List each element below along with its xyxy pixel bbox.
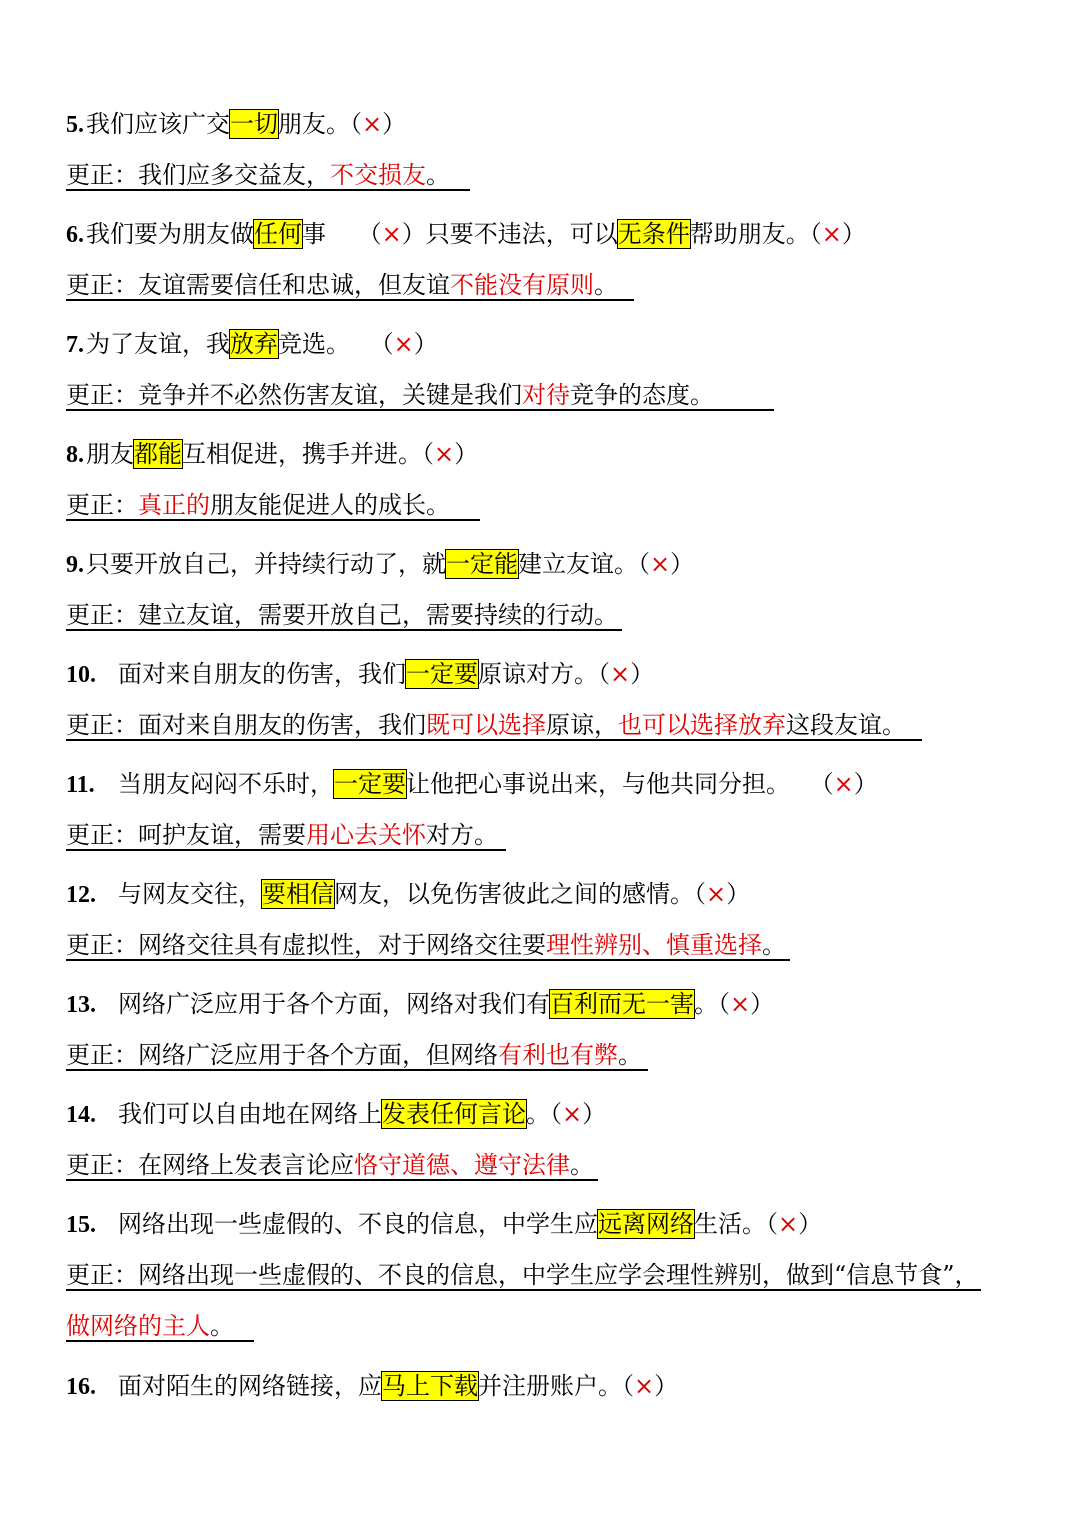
- item-number: 15.: [66, 1212, 96, 1238]
- text-segment: 更正：网络出现一些虚假的、不良的信息，中学生应学会理性辨别，做到“信息节食”，: [66, 1261, 979, 1289]
- text-segment: 为了友谊，我: [86, 330, 230, 358]
- text-segment: 。: [570, 1151, 594, 1179]
- text-segment: 朋友。（: [278, 110, 362, 138]
- wrong-mark: ×: [706, 880, 727, 908]
- statement-line: [66, 1098, 606, 1131]
- text-segment: 。: [762, 931, 786, 959]
- correction-underline: [66, 711, 922, 741]
- highlighted-keyword: 要相信: [262, 880, 334, 908]
- text-segment: ）: [853, 770, 878, 798]
- correction-underline: [66, 821, 506, 851]
- highlighted-keyword: 一切: [230, 110, 278, 138]
- statement-line: [66, 1370, 678, 1403]
- highlighted-keyword: 放弃: [230, 330, 278, 358]
- text-segment: 当朋友闷闷不乐时，: [118, 770, 334, 798]
- item-number: 8.: [66, 442, 84, 468]
- text-segment: 更正：呵护友谊，需要: [66, 821, 306, 849]
- correction-keyword: 不交损友: [330, 161, 426, 189]
- highlighted-keyword: 无条件: [617, 220, 690, 248]
- text-segment: 竞选。 （: [278, 330, 394, 358]
- correction-keyword: 有利也有弊: [498, 1041, 618, 1069]
- statement-line: [66, 658, 654, 691]
- text-segment: ）: [454, 440, 479, 468]
- correction-keyword: 也可以选择放弃: [618, 711, 786, 739]
- text-segment: ）: [798, 1210, 823, 1238]
- correction-line: [66, 1310, 254, 1342]
- statement-line: [66, 988, 774, 1021]
- text-segment: 我们可以自由地在网络上: [118, 1100, 382, 1128]
- text-segment: ）: [382, 110, 407, 138]
- text-segment: 网友，以免伤害彼此之间的感情。（: [334, 880, 706, 908]
- text-segment: 竞争的态度。: [570, 381, 714, 409]
- correction-line: [66, 929, 790, 961]
- text-segment: 。: [594, 271, 618, 299]
- item-number: 10.: [66, 662, 96, 688]
- correction-keyword: 对待: [522, 381, 570, 409]
- correction-line: [66, 1259, 981, 1291]
- correction-keyword: 不能没有原则: [450, 271, 594, 299]
- highlighted-keyword: 发表任何言论: [382, 1100, 526, 1128]
- wrong-mark: ×: [650, 550, 671, 578]
- correction-underline: [66, 491, 480, 521]
- highlighted-keyword: 任何: [254, 220, 302, 248]
- correction-keyword: 理性辨别、慎重选择: [546, 931, 762, 959]
- correction-keyword: 真正的: [138, 491, 210, 519]
- text-segment: 我们应该广交: [86, 110, 230, 138]
- wrong-mark: ×: [634, 1372, 655, 1400]
- text-segment: 面对来自朋友的伤害，我们: [118, 660, 406, 688]
- wrong-mark: ×: [362, 110, 383, 138]
- correction-line: [66, 379, 774, 411]
- text-segment: 并注册账户。（: [478, 1372, 634, 1400]
- text-segment: 互相促进，携手并进。（: [182, 440, 434, 468]
- text-segment: ）只要不违法，可以: [401, 220, 618, 248]
- correction-line: [66, 819, 506, 851]
- text-segment: 更正：: [66, 491, 138, 519]
- item-number: 13.: [66, 992, 96, 1018]
- text-segment: ）: [726, 880, 751, 908]
- correction-line: [66, 489, 480, 521]
- text-segment: 更正：网络交往具有虚拟性，对于网络交往要: [66, 931, 546, 959]
- item-number: 5.: [66, 112, 84, 138]
- item-number: 11.: [66, 772, 95, 798]
- text-segment: ）: [654, 1372, 679, 1400]
- wrong-mark: ×: [778, 1210, 799, 1238]
- text-segment: ）: [630, 660, 655, 688]
- correction-underline: [66, 271, 634, 301]
- text-segment: 原谅对方。（: [478, 660, 610, 688]
- highlighted-keyword: 一定要: [406, 660, 478, 688]
- statement-line: [66, 218, 866, 251]
- text-segment: 对方。: [426, 821, 498, 849]
- text-segment: ）: [582, 1100, 607, 1128]
- item-number: 7.: [66, 332, 84, 358]
- text-segment: ）: [750, 990, 775, 1018]
- correction-underline: [66, 1312, 254, 1342]
- item-number: 9.: [66, 552, 84, 578]
- correction-line: [66, 1039, 648, 1071]
- correction-underline: [66, 931, 790, 961]
- wrong-mark: ×: [833, 770, 854, 798]
- text-segment: 。（: [526, 1100, 562, 1128]
- wrong-mark: ×: [434, 440, 455, 468]
- highlighted-keyword: 一定能: [446, 550, 518, 578]
- correction-line: [66, 269, 634, 301]
- text-segment: ）: [670, 550, 695, 578]
- correction-underline: [66, 381, 774, 411]
- text-segment: 更正：在网络上发表言论应: [66, 1151, 354, 1179]
- text-segment: 网络出现一些虚假的、不良的信息，中学生应: [118, 1210, 598, 1238]
- text-segment: 。: [426, 161, 450, 189]
- text-segment: 只要开放自己，并持续行动了，就: [86, 550, 446, 578]
- item-number: 6.: [66, 222, 84, 248]
- correction-keyword: 既可以选择: [426, 711, 546, 739]
- correction-keyword: 恪守道德、遵守法律: [354, 1151, 570, 1179]
- text-segment: 与网友交往，: [118, 880, 262, 908]
- correction-underline: [66, 601, 622, 631]
- highlighted-keyword: 远离网络: [598, 1210, 694, 1238]
- text-segment: 帮助朋友。（: [689, 220, 822, 248]
- text-segment: 。: [210, 1312, 234, 1340]
- correction-line: [66, 709, 922, 741]
- item-number: 16.: [66, 1374, 96, 1400]
- text-segment: 生活。（: [694, 1210, 778, 1238]
- text-segment: 。（: [694, 990, 730, 1018]
- text-segment: ）: [413, 330, 438, 358]
- correction-underline: [66, 1151, 598, 1181]
- wrong-mark: ×: [381, 220, 402, 248]
- item-number: 12.: [66, 882, 96, 908]
- wrong-mark: ×: [610, 660, 631, 688]
- text-segment: 更正：竞争并不必然伤害友谊，关键是我们: [66, 381, 522, 409]
- correction-underline: [66, 1261, 981, 1291]
- correction-keyword: 用心去关怀: [306, 821, 426, 849]
- statement-line: [66, 438, 478, 471]
- wrong-mark: ×: [562, 1100, 583, 1128]
- correction-line: [66, 1149, 598, 1181]
- wrong-mark: ×: [393, 330, 414, 358]
- wrong-mark: ×: [821, 220, 842, 248]
- text-segment: 朋友能促进人的成长。: [210, 491, 450, 519]
- text-segment: 朋友: [86, 440, 134, 468]
- highlighted-keyword: 百利而无一害: [550, 990, 694, 1018]
- text-segment: 建立友谊。（: [518, 550, 650, 578]
- text-segment: 更正：网络广泛应用于各个方面，但网络: [66, 1041, 498, 1069]
- text-segment: 更正：建立友谊，需要开放自己，需要持续的行动。: [66, 601, 618, 629]
- wrong-mark: ×: [730, 990, 751, 1018]
- text-segment: 网络广泛应用于各个方面，网络对我们有: [118, 990, 550, 1018]
- statement-line: [66, 548, 694, 581]
- correction-underline: [66, 161, 470, 191]
- text-segment: ）: [841, 220, 866, 248]
- highlighted-keyword: 一定要: [334, 770, 406, 798]
- text-segment: 事 （: [302, 220, 382, 248]
- text-segment: 面对陌生的网络链接，应: [118, 1372, 382, 1400]
- correction-keyword: 做网络的主人: [66, 1312, 210, 1340]
- statement-line: [66, 878, 750, 911]
- highlighted-keyword: 马上下载: [382, 1372, 478, 1400]
- statement-line: [66, 768, 878, 801]
- text-segment: 原谅，: [546, 711, 618, 739]
- text-segment: 让他把心事说出来，与他共同分担。 （: [406, 770, 834, 798]
- text-segment: 。: [618, 1041, 642, 1069]
- highlighted-keyword: 都能: [134, 440, 182, 468]
- statement-line: [66, 328, 438, 361]
- correction-underline: [66, 1041, 648, 1071]
- item-number: 14.: [66, 1102, 96, 1128]
- correction-line: [66, 599, 622, 631]
- text-segment: 更正：友谊需要信任和忠诚，但友谊: [66, 271, 450, 299]
- statement-line: [66, 1208, 822, 1241]
- text-segment: 更正：面对来自朋友的伤害，我们: [66, 711, 426, 739]
- correction-line: [66, 159, 470, 191]
- text-segment: 更正：我们应多交益友，: [66, 161, 330, 189]
- text-segment: 这段友谊。: [786, 711, 906, 739]
- text-segment: 我们要为朋友做: [86, 220, 254, 248]
- statement-line: [66, 108, 406, 141]
